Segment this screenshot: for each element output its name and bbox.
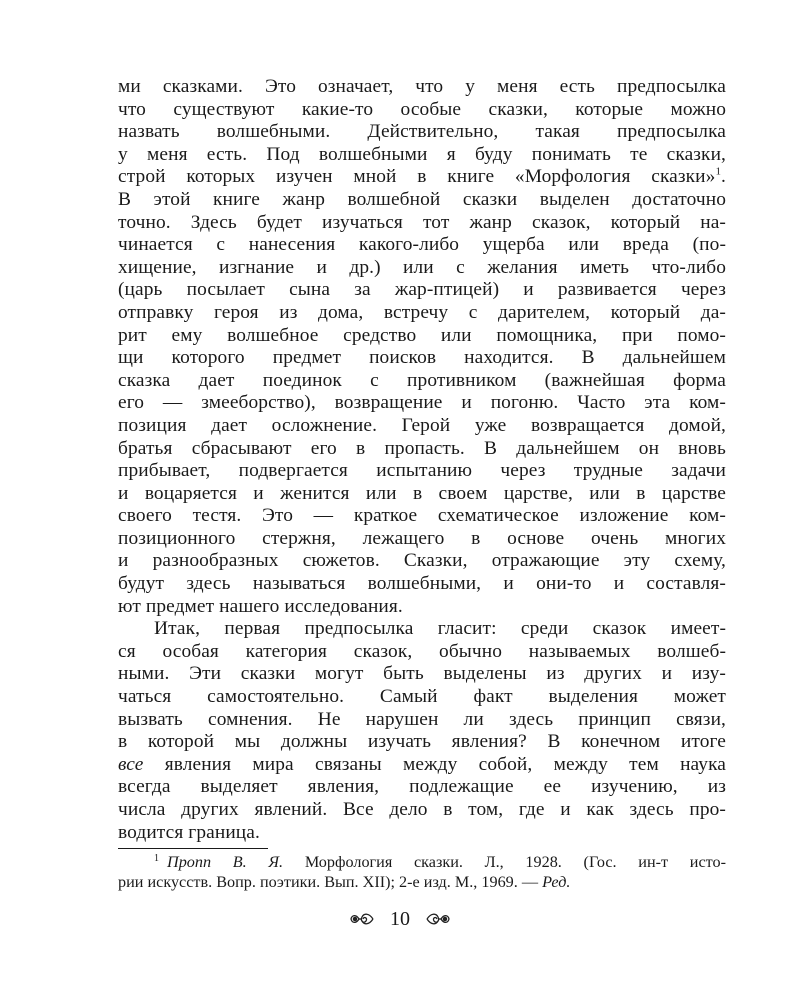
footnote-line-2 [118, 872, 726, 892]
body-line: всегда выделяет явления, подлежащие ее изучению, из [118, 776, 726, 798]
body-line: отправку героя из дома, встречу с дарителем, который да- [118, 301, 726, 323]
footnote-editor-note: Ред. [542, 873, 571, 891]
body-line: его — змееборство), возвращение и погоню. Часто эта ком- [118, 392, 726, 414]
body-line: в которой мы должны изучать явления? В конечном итоге [118, 731, 726, 753]
body-line: прибывает, подвергается испытанию через трудные задачи [118, 460, 726, 482]
body-line: рит ему волшебное средство или помощника, при помо- [118, 324, 726, 346]
body-line: будут здесь называться волшебными, и они-то и составля- [118, 573, 726, 595]
body-line: водится граница. [118, 821, 260, 843]
footnote-title: Морфология сказки. Л., 1928. (Гос. ин-т исто- [283, 853, 726, 871]
page-number: 10 [390, 908, 410, 930]
body-line: Итак, первая предпосылка гласит: среди сказок имеет- [154, 618, 726, 640]
footnote-number: 1 [154, 852, 159, 864]
footnote [118, 852, 726, 892]
body-line: и разнообразных сюжетов. Сказки, отражающие эту схему, [118, 550, 726, 572]
body-line: вызвать сомнения. Не нарушен ли здесь принцип связи, [118, 708, 726, 730]
emphasis-word: все [118, 753, 144, 775]
page-footer [0, 906, 800, 932]
body-line: ют предмет нашего исследования. [118, 595, 403, 617]
body-line: у меня есть. Под волшебными я буду понимать те сказки, [118, 143, 726, 165]
fleuron-right-icon [425, 908, 451, 930]
body-line-text: строй которых изучен мной в книге «Морфология сказки» [118, 166, 716, 188]
body-line: сказка дает поединок с противником (важнейшая форма [118, 369, 726, 391]
body-line: своего тестя. Это — краткое схематическое изложение ком- [118, 505, 726, 527]
body-line: числа других явлений. Все дело в том, где и как здесь про- [118, 799, 726, 820]
body-line: (царь посылает сына за жар-птицей) и развивается через [118, 279, 726, 301]
footnote-line-1 [118, 852, 726, 872]
body-line: позиционного стержня, лежащего в основе очень многих [118, 527, 726, 549]
body-line [118, 754, 726, 777]
body-line: позиция дает осложнение. Герой уже возвращается домой, [118, 414, 726, 436]
body-line: точно. Здесь будет изучаться тот жанр сказок, который на- [118, 211, 726, 233]
fleuron-left-icon [349, 908, 380, 930]
body-line: строй которых изучен мной в книге «Морфология сказки»$^1$. [118, 165, 726, 188]
body-line-text: явления мира связаны между собой, между тем наука [164, 753, 726, 775]
footnote-author: Пропп В. Я. [167, 853, 284, 871]
body-line: хищение, изгнание и др.) или с желания иметь что-либо [118, 256, 726, 278]
body-line: ными. Эти сказки могут быть выделены из других и изу- [118, 663, 726, 685]
body-line: щи которого предмет поисков находится. В дальнейшем [118, 347, 726, 369]
body-line: братья сбрасывают его в пропасть. В дальнейшем он вновь [118, 437, 726, 459]
body-text [118, 76, 726, 844]
footnote-reference[interactable]: 1 [715, 165, 722, 178]
body-line: и воцаряется и женится или в своем царстве, или в царстве [118, 482, 726, 504]
body-line: чинается с нанесения какого-либо ущерба или вреда (по- [118, 234, 726, 256]
body-line: В этой книге жанр волшебной сказки выделен достаточно [118, 188, 726, 210]
body-line: назвать волшебными. Действительно, такая предпосылка [118, 121, 726, 143]
body-line: ся особая категория сказок, обычно называемых волшеб- [118, 640, 726, 662]
body-line: ми сказками. Это означает, что у меня есть предпосылка [118, 76, 726, 97]
body-line: что существуют какие-то особые сказки, которые можно [118, 98, 726, 120]
footnote-divider [118, 848, 268, 849]
body-line: чаться самостоятельно. Самый факт выделения может [118, 686, 726, 708]
footnote-citation: рии искусств. Вопр. поэтики. Вып. XII); 2-е изд. М., 1969. — [118, 873, 543, 891]
